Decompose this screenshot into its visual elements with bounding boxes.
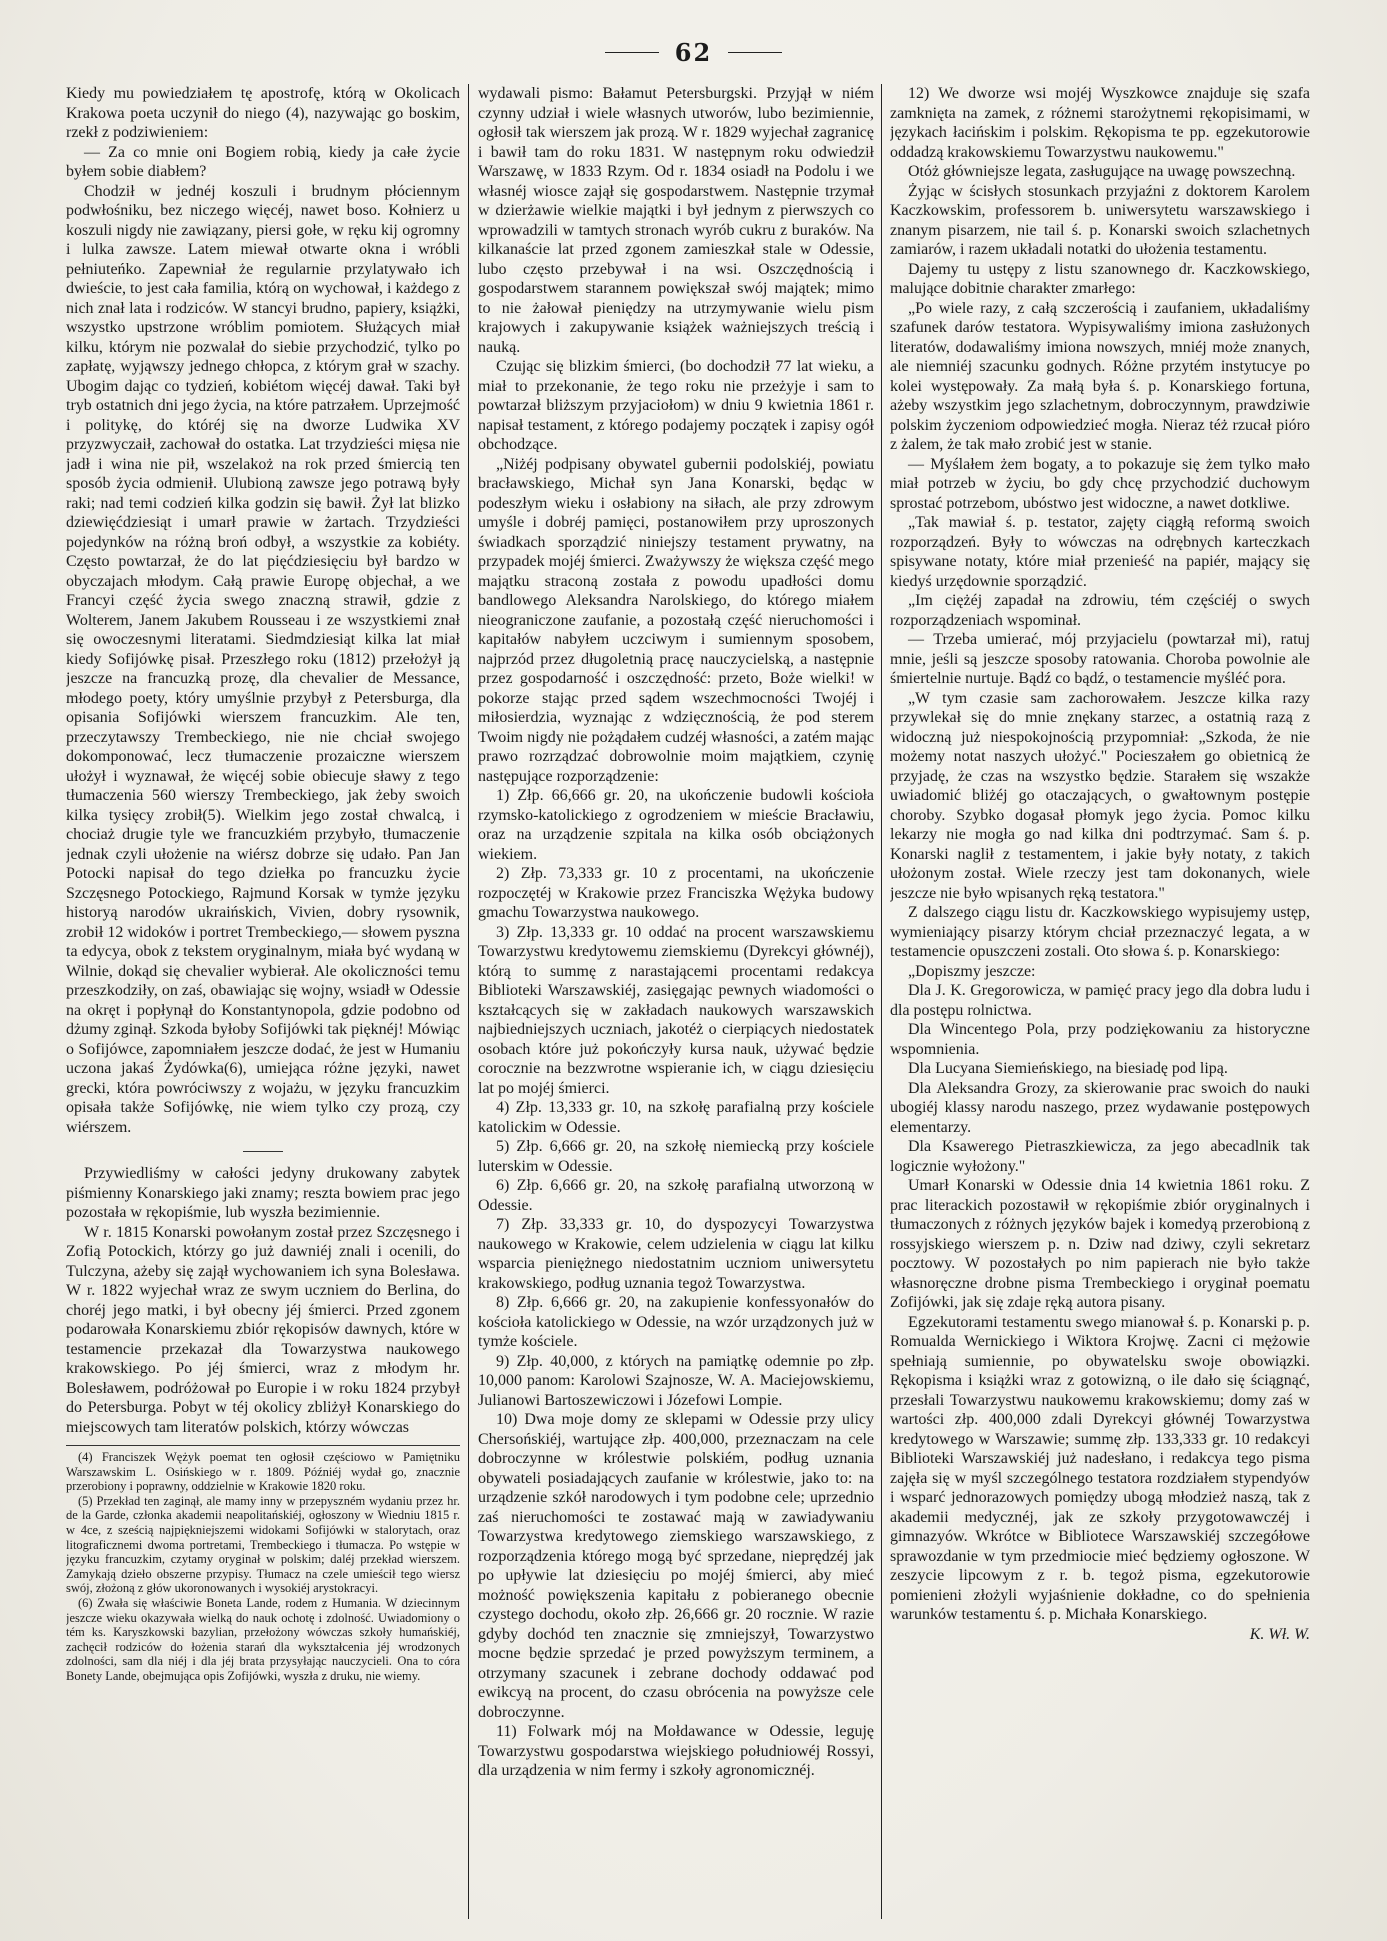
- paragraph: Kiedy mu powiedziałem tę apostrofę, którą w Okolicach Krakowa poeta uczynił do niego (4), nazywając go boskim, rzekł z podziwieniem:: [66, 85, 460, 141]
- paragraph: Dla Aleksandra Grozy, za skierowanie prac swoich do nauki ubogiéj klassy narodu naszego, przez wydawanie postępowych elementarzy.: [890, 1079, 1310, 1136]
- footnote: (4) Franciszek Wężyk poemat ten ogłosił częściowo w Pamiętniku Warszawskim L. Osińskiego w r. 1809. Późniéj wydał go, znacznie przerobiony i poprawny, oddzielnie w Krakowie 1820 roku.: [66, 1450, 460, 1494]
- header-rule-right: [728, 52, 782, 53]
- footnotes: [66, 1445, 460, 1684]
- column-right: [890, 84, 1310, 1929]
- legacy-item: 12) We dworze wsi mojéj Wyszkowce znajduje się szafa zamknięta na zamek, z różnemi starożytnemi rękopisimami, w językach łacińskim i polskim. Rękopisma te pp. egzekutorowie oddadzą krakowskiemu Towarzystwu naukowemu.": [890, 85, 1310, 161]
- legacy-item: 4) Złp. 13,333 gr. 10, na szkołę parafialną przy kościele katolickim w Odessie.: [478, 1099, 874, 1136]
- paragraph: Egzekutorami testamentu swego mianował ś. p. Konarski p. p. Romualda Wernickiego i Wiktora Krojwę. Zacni ci mężowie spełniają sumiennie, po obywatelsku swoje obowiązki. Rękopisma i książki wraz z gotowizną, o ile dało się ściągnąć, przesłali Towarzystwu naukowemu krakowskiemu; domy zaś w wartości złp. 400,000 zdali Dyrekcyi głównéj Towarzystwa kredytowego w Warszawie; summę złp. 133,333 gr. 10 redakcyi Biblioteki Warszawskiéj już nadesłano, i redakcya tego pisma zajęła się w myśl szczególnego testatora rozdziałem stypendyów i wsparć jednorazowych pomiędzy ubogą młodzież naszą, tak z akademii medycznéj, jak ze szkoły przygotowawczéj i gimnazyów. Wkrótce w Bibliotece Warszawskiéj szczegółowe sprawozdanie w tym przedmiocie mieć będziemy ogłoszone. W zeszycie lipcowym z r. b. tegoż pisma, egzekutorowie pomienieni złożyli wyjaśnienie dokładne, co do spełnienia warunków testamentu ś. p. Michała Konarskiego.: [890, 1313, 1310, 1623]
- legacy-item: 6) Złp. 6,666 gr. 20, na szkołę parafialną utworzoną w Odessie.: [478, 1177, 874, 1214]
- paragraph: — Za co mnie oni Bogiem robią, kiedy ja całe życie byłem sobie diabłem?: [66, 143, 460, 180]
- legacy-item: 10) Dwa moje domy ze sklepami w Odessie przy ulicy Chersońskiéj, wartujące złp. 400,000, przeznaczam na cele dobroczynne w królestwie polskiém, podług uznania obywateli posiadających zaufanie w królestwie, jako to: na urządzenie szkół narodowych i tym podobne cele; uprzednio zaś nieruchomości te zostawać mają w zawiadywaniu Towarzystwa kredytowego ziemskiego warszawskiego, z rozporządzenia którego mogą być sprzedane, nieprędzéj jak po upływie lat dziesięciu po mojéj śmierci, aby mieć możność powiększenia kapitału z pobieranego obecnie czystego dochodu, około złp. 26,666 gr. 20 rocznie. W razie gdyby dochód ten znacznie się zmniejszył, Towarzystwo mocne będzie sprzedać je przed powyższym terminem, a otrzymany szacunek i zebrane dochody oddawać pod ewikcyą na procent, do czasu obrócenia na powyższe cele dobroczynne.: [478, 1411, 874, 1721]
- legacy-item: 8) Złp. 6,666 gr. 20, na zakupienie konfessyonałów do kościoła katolickiego w Odessie, na wzór urządzonych już w tymże kościele.: [478, 1294, 874, 1350]
- paragraph: wydawali pismo: Bałamut Petersburgski. Przyjął w niém czynny udział i wiele własnych utworów, lubo bezimiennie, ogłosił tak wierszem jak prozą. W r. 1829 wyjechał zagranicę i bawił tam do roku 1831. W następnym roku odwiedził Warszawę, w 1833 Rzym. Od r. 1834 osiadł na Podolu i we własnéj wioscе zajął się gospodarstwem. Następnie trzymał w dzierżawie wielkie majątki i był jednym z pierwszych co wprowadzili w tamtych stronach wyrób cukru z buraków. Na kilkanaście lat przed zgonem zamieszkał stale w Odessie, lubo często przebywał i na wsi. Oszczędnością i gospodarstwem starannem powiększał swój majątek; mimo to nie żałował pieniędzy na utrzymywanie wielu pism krajowych i zakupywanie książek ważniejszych treścią i nauką.: [478, 85, 874, 356]
- paragraph: Z dalszego ciągu listu dr. Kaczkowskiego wypisujemy ustęp, wymieniający pisarzy którym chciał przeznaczyć legata, a w testamencie opuszczeni zostali. Oto słowa ś. p. Konarskiego:: [890, 904, 1310, 960]
- paragraph: Dla J. K. Gregorowicza, w pamięć pracy jego dla dobra ludu i dla postępu rolnictwa.: [890, 982, 1310, 1019]
- legacy-item: 11) Folwark mój na Mołdawance w Odessie, leguję Towarzystwu gospodarstwa wiejskiego południowéj Rossyi, dla urządzenia w nim fermy i szkoły agronomicznéj.: [478, 1723, 874, 1779]
- page-header: [0, 38, 1387, 67]
- legacy-item: 2) Złp. 73,333 gr. 10 z procentami, na ukończenie rozpoczętéj w Krakowie przez Franciszka Wężyka budowy gmachu Towarzystwa naukowego.: [478, 865, 874, 921]
- section-separator: [243, 1151, 283, 1152]
- header-rule-left: [605, 52, 659, 53]
- paragraph: „W tym czasie sam zachorowałem. Jeszcze kilka razy przywlekał się do mnie znękany starzec, a ostatnią razą z widoczną już niespokojnością przypomniał: „Szkoda, że nie możemy notat naszych ułożyć." Pocieszałem go obietnicą że przyjadę, że czas na wszystko będzie. Starałem się wszakże uwiadomić bliżéj go otaczających, o gwałtownym postępie choroby. Szybko dogasał płomyk jego życia. Pomoc kilku lekarzy nie mogła go nad kilka dni podtrzymać. Sam ś. p. Konarski naglił z testamentem, i jakie były notaty, z takich ułożonym został. Wiele rzeczy jest tam dokonanych, wiele jeszcze nie było wpisanych ręką testatora.": [890, 689, 1310, 902]
- paragraph: Otóż główniejsze legata, zasługujące na uwagę powszechną.: [908, 163, 1296, 180]
- column-left: [66, 84, 460, 1929]
- paragraph: W r. 1815 Konarski powołanym został przez Szczęsnego i Zofią Potockich, którzy go już dawniéj znali i ocenili, do Tulczyna, ażeby się zajął wychowaniem ich syna Bolesława. W r. 1822 wyjechał wraz ze swym uczniem do Berlina, do choréj jego matki, i był obecny jéj śmierci. Przed zgonem podarowała Konarskiemu zbiór rękopisów dawnych, które w testamencie przekazał dla Towarzystwa naukowego krakowskiego. Po jéj śmierci, wraz z młodym hr. Bolesławem, podróżował po Europie i w roku 1824 przybył do Petersburga. Pobyt w téj okolicy zbliżył Konarskiego do miejscowych tam literatów polskich, którzy wówczas: [66, 1223, 460, 1436]
- legacy-item: 5) Złp. 6,666 gr. 20, na szkołę niemiecką przy kościele luterskim w Odessie.: [478, 1138, 874, 1175]
- paragraph: „Niżéj podpisany obywatel gubernii podolskiéj, powiatu bracławskiego, Michał syn Jana Konarski, będąc w podeszłym wieku i osłabiony na siłach, ale przy zdrowym umyśle i dobréj pamięci, postanowiłem przy uproszonych świadkach sporządzić niniejszy testament prywatny, na przypadek mojéj śmierci. Zważywszy że większa część mego majątku straconą została z powodu upadłości domu bandlowego Aleksandra Narolskiego, do którego miałem nieograniczone zaufanie, a pozostałą część nieruchomości i kapitałów nabyłem uczciwym i sumiennym sposobem, najprzód przez długoletnią pracę nauczycielską, a następnie przez gospodarność i oszczędność: przeto, Boże wielki! w pokorze stając przed sądem wszechmocności Twojéj i miłosierdzia, wyznając z wdzięcznością, że pod sterem Twoim nigdy nie pożądałem cudzéj własności, a zatém mając prawo rozrządzać dobrowolnie moim majątkiem, czynię następujące rozporządzenie:: [478, 455, 874, 785]
- paragraph: Dajemy tu ustępy z listu szanownego dr. Kaczkowskiego, malujące dobitnie charakter zmarłego:: [890, 260, 1310, 297]
- paragraph: Dla Ksawerego Pietraszkiewicza, za jego abecadlnik tak logicznie wyłożony.": [890, 1138, 1310, 1175]
- column-middle: [478, 84, 874, 1929]
- page-number: 62: [674, 38, 713, 67]
- footnote: (6) Zwała się właściwie Boneta Lande, rodem z Humania. W dziecinnym jeszcze wieku okazywała wielką do nauk ochotę i zdolność. Uwiadomiony o tém ks. Karyszkowski bazylian, przełożony wówczas szkoły humańskiéj, zachęcił rodziców do łożenia starań dla wykształcenia jéj wrodzonych zdolności, sam dla niéj i dla jéj brata przysyłając nauczycieli. Ona to córa Bonety Lande, obejmująca opis Zofijówki, wyszła z druku, nie wiemy.: [66, 1595, 460, 1683]
- paragraph: Dla Lucyana Siemieńskiego, na biesiadę pod lipą.: [908, 1060, 1228, 1077]
- footnote: (5) Przekład ten zaginął, ale mamy inny w przepyszném wydaniu przez hr. de la Garde, członka akademii neapolitańskiéj, ogłoszony w Wiedniu 1815 r. w 4ce, z sześcią najpiękniejszemi widokami Sofijówki w stalorytach, oraz litograficznemi dwoma portretami, Trembeckiego i tłumacza. Po wstępie w języku francuzkim, czytamy oryginał w polskim; daléj przekład wierszem. Zamykają dzieło obszerne przypisy. Tłumacz na czele umieścił tego wiersz swój, złożoną z głów ukoronowanych i wysokiéj arystokracyi.: [66, 1493, 460, 1596]
- paragraph: Czując się blizkim śmierci, (bo dochodził 77 lat wieku, a miał to przekonanie, że tego roku nie przeżyje i sam to powtarzał bliższym przyjaciołom) w dniu 9 kwietnia 1861 r. napisał testament, z którego podajemy początek i zapisy ogół obchodzące.: [478, 358, 874, 453]
- paragraph: Żyjąc w ścisłych stosunkach przyjaźni z doktorem Karolem Kaczkowskim, professorem b. uniwersytetu warszawskiego i znanym pisarzem, nie tail ś. p. Konarski swoich szlachetnych zamiarów, i razem układali notatki do ułożenia testamentu.: [890, 182, 1310, 258]
- legacy-item: 9) Złp. 40,000, z których na pamiątkę odemnie po złp. 10,000 panom: Karolowi Szajnosze, W. A. Maciejowskiemu, Julianowi Bartoszewiczowi i Józefowi Lompie.: [478, 1352, 874, 1409]
- paragraph: „Tak mawiał ś. p. testator, zajęty ciągłą reformą swoich rozporządzeń. Były to wówczas na odrębnych karteczkach spisywane notaty, które miał przenieść na papiér, mający się kiedyś urzędownie sporządzić.: [890, 514, 1310, 590]
- legacy-item: 7) Złp. 33,333 gr. 10, do dyspozycyi Towarzystwa naukowego w Krakowie, celem udzielenia w ciągu lat kilku wsparcia pieniężnego niedostatnim uczniom uniwersytetu krakowskiego, podług uznania tegoż Towarzystwa.: [478, 1216, 874, 1292]
- paragraph: Chodził w jednéj koszuli i brudnym płóciennym podwłośniku, bez niczego więcéj, nawet boso. Kołnierz u koszuli nigdy nie zawiązany, piersi gołe, w ręku kij ogromny i lulka zawsze. Latem miewał otwarte okna i wróbli pełniuteńko. Zapewniał że regularnie przylatywało ich dwieście, to jest cała familia, którą on wychował, i każdego z nich znał lata i rodziców. W stancyi brudno, papiery, książki, wszystko upstrzone wróblim pomiotem. Służących miał kilku, którym nie pozwalał do siebie przychodzić, tylko po zapłatę, wyjąwszy jednego chłopca, z którym grał w szachy. Ubogim dając co tydzień, kobiétom więcéj dawał. Taki był tryb ostatnich dni jego życia, na które patrzałem. Uprzejmość i politykę, do któréj się na dworze Ludwika XV przyzwyczaił, zachował do ostatka. Lat trzydzieści mięsa nie jadł i wina nie pił, wszelakoż na rok przed śmiercią ten sposób życia odmienił. Ulubioną zawsze jego potrawą były raki; nad temi codzień kilka godzin się bawił. Żył lat blizko dziewięćdziesiąt i umarł prawie w żartach. Trzydzieści pojedynków na różną broń odbył, a wszystkie za kobiéty. Często powtarzał, że do lat pięćdziesięciu był bardzo w obyczajach młodym. Całą prawie Europę objechał, a we Francyi część życia swego znaczną strawił, gdzie z Wolterem, Janem Jakubem Rousseau i ze wszystkiemi znał się owoczesnymi literatami. Siedmdziesiąt kilka lat miał kiedy Sofijówkę pisał. Przeszłego roku (1812) przełożył ją jeszcze na francuzką prozę, dla chevalier de Messance, młodego poety, który umyślnie przybył z Petersburga, dla opisania Sofijówki wierszem francuzkim. Ale ten, przeczytawszy Trembeckiego, nie nie chciał swojego dokomponować, lecz tłumaczenie prozaiczne wierszem ułożył i wyznawał, że więcéj sobie obiecuje sławy z tego tłumaczenia 560 wierszy Trembeckiego, jak żeby swoich kilka tysięcy zrobił(5). Wielkim jego został chwalcą, i chociaż drugie tyle we francuzkiém przybyło, tłumaczenie jednak czyli ułożenie na wiérsz dobrze się udało. Pan Jan Potocki napisał do tego dziełka po francuzku życie Szczęsnego Potockiego, Rajmund Korsak w tymże języku historyą narodów ukraińskich, Vivien, dobry rysownik, zrobił 12 widoków i portret Trembeckiego,— słowem pyszna ta edycya, obok z tekstem oryginalnym, miała być wydaną w Wilnie, dokąd się chevalier wybierał. Ale okoliczności temu przeszkodziły, on zaś, obawiając się wojny, wsiadł w Odessie na okręt i popłynął do Konstantynopola, gdzie podobno od dżumy zginął. Szkoda byłoby Sofijówki tak pięknéj! Mówiąc o Sofijówce, zapomniałem jeszcze dodać, że jest w Humaniu uczona jakaś Żydówka(6), umiejąca różne języki, nawet grecki, która powróciwszy z wojażu, w języku francuzkim opisała także Sofijówkę, nie wiem tylko czy prozą, czy wiérszem.: [66, 182, 460, 1136]
- author-signature: K. Wł. W.: [1249, 1625, 1310, 1643]
- paragraph: Przywiedliśmy w całości jedyny drukowany zabytek piśmienny Konarskiego jaki znamy; reszta bowiem prac jego pozostała w rękopiśmie, lub wyszła bezimiennie.: [66, 1165, 460, 1221]
- paragraph: „Im ciężéj zapadał na zdrowiu, tém częściéj o swych rozporządzeniach wspominał.: [890, 592, 1310, 629]
- paragraph: — Trzeba umierać, mój przyjacielu (powtarzał mi), ratuj mnie, jeśli są jeszcze sposoby ratowania. Choroba powolnie ale śmiertelnie nurtuje. Bądź co bądź, o testamencie myśléć pora.: [890, 631, 1310, 687]
- paragraph: „Po wiele razy, z całą szczerością i zaufaniem, układaliśmy szafunek darów testatora. Wypisywaliśmy imiona zasłużonych literatów, dodawaliśmy imiona nowszych, mniéj może znanych, ale niemniéj szacunku godnych. Różne przytém instytucye po kolei występowały. Za małą była ś. p. Konarskiego fortuna, ażeby wszystkim jego szlachetnym, dobroczynnym, prawdziwie polskim życzeniom odpowiedzieć mogła. Nieraz téż rzucał pióro z żalem, że tak mało zrobić jest w stanie.: [890, 299, 1310, 453]
- legacy-item: 3) Złp. 13,333 gr. 10 oddać na procent warszawskiemu Towarzystwu kredytowemu ziemskiemu (Dyrekcyi głównéj), którą to summę z narastającemi procentami redakcya Biblioteki Warszawskiéj, zasięgając pewnych wiadomości o kształcących się w zakładach naukowych warszawskich najbiedniejszych uczniach, jakotéż o cierpiących niedostatek osobach które już pokończyły kursa nauk, używać będzie corocznie na bezzwrotne wspieranie ich, w ciągu dziesięciu lat po mojéj śmierci.: [478, 923, 874, 1097]
- paragraph: — Myślałem żem bogaty, a to pokazuje się żem tylko mało miał potrzeb w życiu, bo gdy chcę przychodzić duchowym sprostać potrzebom, ubóstwo jest widoczne, a nawet dotkliwe.: [890, 455, 1310, 512]
- column-rule-right: [881, 84, 882, 1919]
- paragraph: Umarł Konarski w Odessie dnia 14 kwietnia 1861 roku. Z prac literackich pozostawił w rękopiśmie zbiór oryginalnych i tłumaczonych z różnych języków bajek i komedyą przerobioną z rossyjskiego wierszem p. n. Dziw nad dziwy, czyli sekretarz pocztowy. W pozostałych po nim papierach nie było także własnoręczne drobne pisma Trembeckiego i oryginał poematu Zofijówki, jak się zdaje ręką autora pisany.: [890, 1177, 1310, 1311]
- column-rule-left: [468, 84, 469, 1919]
- paragraph: „Dopiszmy jeszcze:: [908, 962, 1036, 980]
- legacy-item: 1) Złp. 66,666 gr. 20, na ukończenie budowli kościoła rzymsko-katolickiego z ogrodzeniem w mieście Bracławiu, oraz na urządzenie szpitala na kilka osób obciążonych wiekiem.: [478, 787, 874, 863]
- paragraph: Dla Wincentego Pola, przy podziękowaniu za historyczne wspomnienia.: [890, 1021, 1310, 1058]
